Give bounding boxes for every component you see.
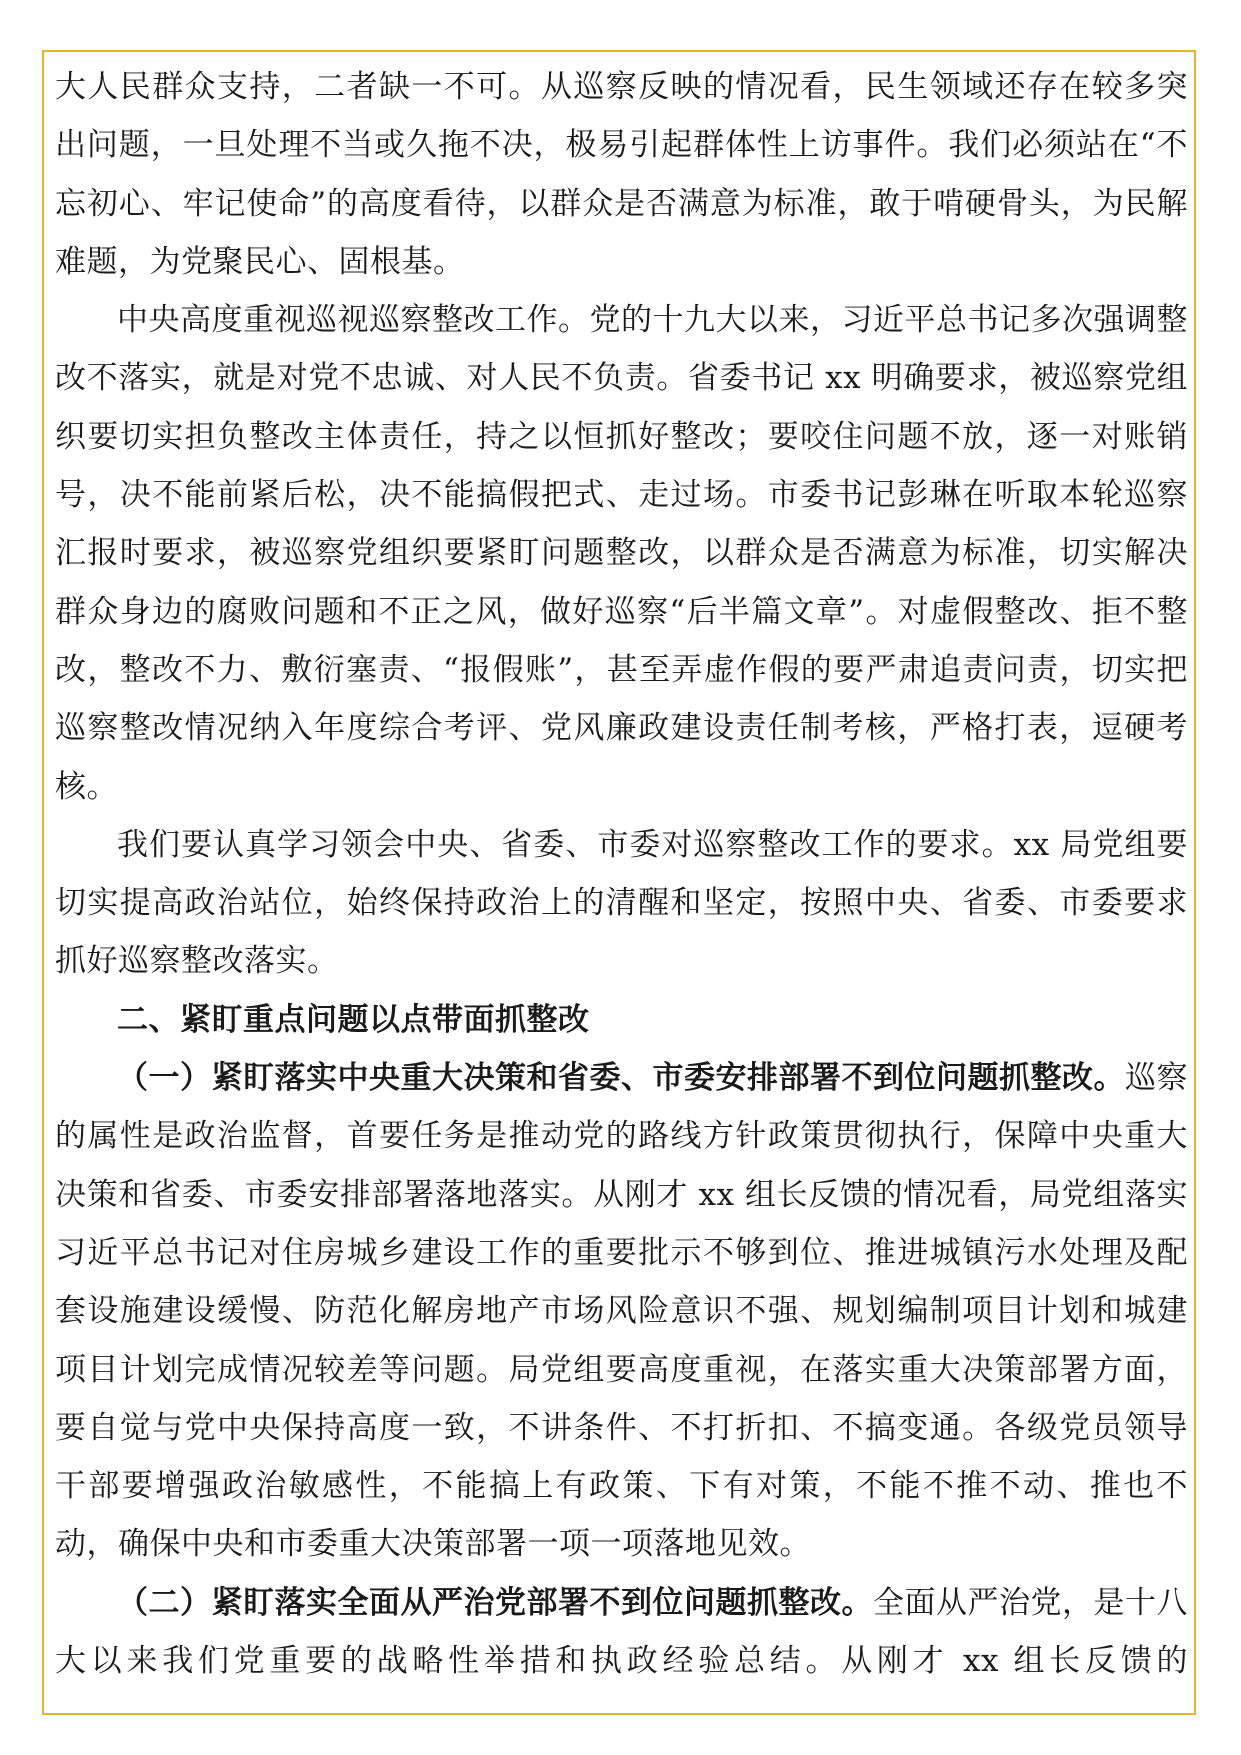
paragraph-4: [55, 1049, 1188, 1574]
paragraph-5-body: 全面从严治党，是十八大以来我们党重要的战略性举措和执政经验总结。从刚才 xx 组长反馈的: [55, 1584, 1188, 1680]
section-heading: 二、紧盯重点问题以点带面抓整改: [117, 1001, 590, 1038]
paragraph-1: 大人民群众支持，二者缺一不可。从巡察反映的情况看，民生领域还存在较多突出问题，一旦处理不当或久拖不决，极易引起群体性上访事件。我们必须站在“不忘初心、牢记使命”的高度看待，以群众是否满意为标准，敢于啃硬骨头，为民解难题，为党聚民心、固根基。: [55, 69, 1188, 280]
document-body: [55, 58, 1188, 1690]
paragraph-4-lead: （一）紧盯落实中央重大决策和省委、市委安排部署不到位问题抓整改。: [117, 1060, 1125, 1097]
paragraph-3: 我们要认真学习领会中央、省委、市委对巡察整改工作的要求。xx 局党组要切实提高政治站位，始终保持政治上的清醒和坚定，按照中央、省委、市委要求抓好巡察整改落实。: [55, 826, 1188, 980]
paragraph-5-lead: （二）紧盯落实全面从严治党部署不到位问题抓整改。: [117, 1584, 873, 1621]
paragraph-4-body: 巡察的属性是政治监督，首要任务是推动党的路线方针政策贯彻执行，保障中央重大决策和省委、市委安排部署落地落实。从刚才 xx 组长反馈的情况看，局党组落实习近平总书记对住房城乡建设工作的重要批示不够到位、推进城镇污水处理及配套设施建设缓慢、防范化解房地产市场风险意识不强、规划编制项目计划和城建项目计划完成情况较差等问题。局党组要高度重视，在落实重大决策部署方面，要自觉与党中央保持高度一致，不讲条件、不打折扣、不搞变通。各级党员领导干部要增强政治敏感性，不能搞上有政策、下有对策，不能不推不动、推也不动，确保中央和市委重大决策部署一项一项落地见效。: [55, 1060, 1188, 1563]
paragraph-2: 中央高度重视巡视巡察整改工作。党的十九大以来，习近平总书记多次强调整改不落实，就是对党不忠诚、对人民不负责。省委书记 xx 明确要求，被巡察党组织要切实担负整改主体责任，持之以恒抓好整改；要咬住问题不放，逐一对账销号，决不能前紧后松，决不能搞假把式、走过场。市委书记彭琳在听取本轮巡察汇报时要求，被巡察党组织要紧盯问题整改，以群众是否满意为标准，切实解决群众身边的腐败问题和不正之风，做好巡察“后半篇文章”。对虚假整改、拒不整改，整改不力、敷衍塞责、“报假账”，甚至弄虚作假的要严肃追责问责，切实把巡察整改情况纳入年度综合考评、党风廉政建设责任制考核，严格打表，逗硬考核。: [55, 302, 1188, 805]
paragraph-5: [55, 1574, 1188, 1691]
